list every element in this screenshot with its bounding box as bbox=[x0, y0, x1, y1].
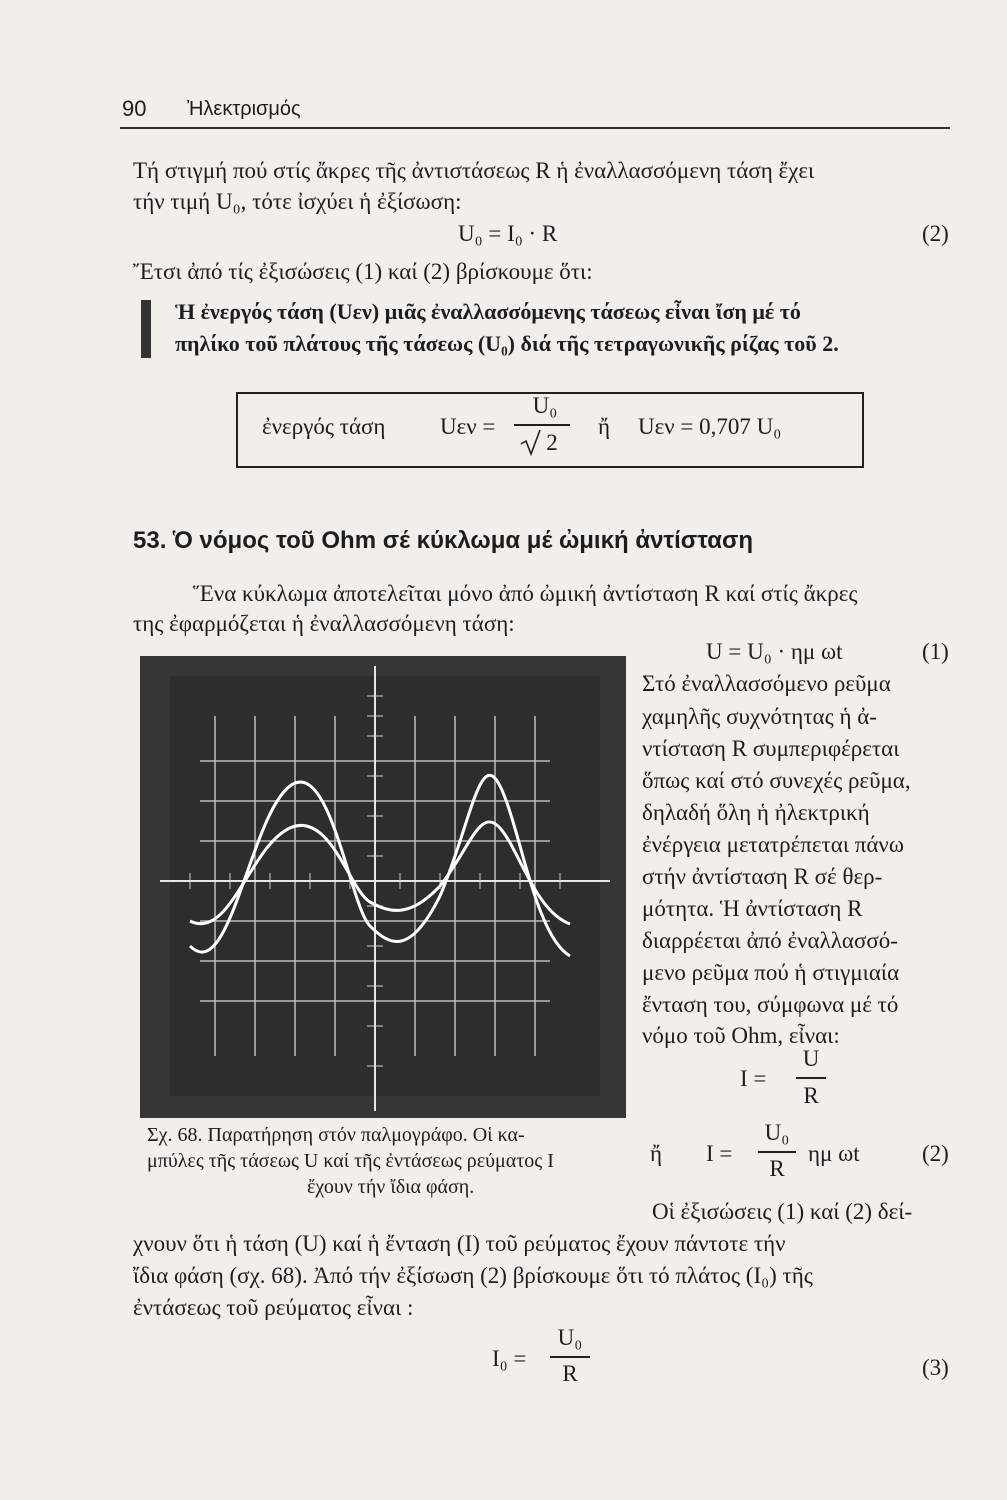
para3-line2: χνουν ὅτι ἡ τάση (U) καί ἡ ἔνταση (I) τοῦ ρεύματος ἔχουν πάντοτε τήν bbox=[133, 1231, 786, 1256]
formula-numerator: U₀ bbox=[532, 393, 558, 418]
figure-caption-line1: Σχ. 68. Παρατήρηση στόν παλμογράφο. Οἱ κα- bbox=[147, 1124, 525, 1146]
oscilloscope-screen bbox=[140, 656, 626, 1118]
para1-line2: τήν τιμή U₀, τότε ἰσχύει ἡ ἐξίσωση: bbox=[133, 189, 462, 214]
ohm-denominator: R bbox=[803, 1083, 819, 1108]
figure-caption-line3: ἔχουν τήν ἴδια φάση. bbox=[307, 1176, 475, 1198]
running-title: Ἠλεκτρισμός bbox=[187, 98, 301, 120]
ohm-or: ἤ bbox=[650, 1141, 663, 1166]
section-heading: 53. Ὁ νόμος τοῦ Ohm σέ κύκλωμα μέ ὠμική ἀντίσταση bbox=[133, 527, 754, 554]
ohm-numerator: U bbox=[802, 1046, 820, 1071]
final-eq-number: (3) bbox=[922, 1355, 949, 1380]
sqrt-icon bbox=[520, 428, 542, 456]
para2-equation-number: (1) bbox=[922, 639, 949, 664]
formula-fraction-line bbox=[514, 424, 570, 426]
para3-line1: Οἱ ἐξισώσεις (1) καί (2) δεί- bbox=[652, 1199, 913, 1224]
formula-label: ἐνεργός τάση bbox=[262, 414, 386, 439]
side-line-10: μενο ρεῦμα πού ἡ στιγμιαία bbox=[642, 960, 900, 985]
highlight-line1: Ἡ ἐνεργός τάση (Uεν) μιᾶς ἐναλλασσόμενης τάσεως εἶναι ἴση μέ τό bbox=[175, 299, 801, 324]
ohm-denominator2: R bbox=[769, 1156, 785, 1181]
side-line-5: δηλαδή ὅλη ἡ ἠλεκτρική bbox=[642, 800, 870, 825]
para3-line4: ἐντάσεως τοῦ ρεύματος εἶναι : bbox=[133, 1295, 414, 1320]
side-line-11: ἔνταση του, σύμφωνα μέ τό bbox=[642, 992, 899, 1017]
para3-line3: ἴδια φάση (σχ. 68). Ἀπό τήν ἐξίσωση (2) βρίσκουμε ὅτι τό πλάτος (I₀) τῆς bbox=[133, 1263, 813, 1288]
para1-line3: Ἔτσι ἀπό τίς ἐξισώσεις (1) καί (2) βρίσκουμε ὅτι: bbox=[133, 259, 593, 284]
ohm-equation-number2: (2) bbox=[922, 1141, 949, 1166]
oscilloscope-photo bbox=[140, 656, 626, 1118]
final-eq-denominator: R bbox=[562, 1361, 578, 1386]
ohm-fraction-line2 bbox=[758, 1151, 796, 1153]
ohm-fraction-line bbox=[796, 1077, 826, 1079]
header-rule bbox=[120, 127, 950, 129]
highlight-bar bbox=[141, 300, 151, 358]
final-eq-numerator: U₀ bbox=[557, 1325, 583, 1350]
side-line-12: νόμο τοῦ Ohm, εἶναι: bbox=[642, 1023, 840, 1048]
para2-equation: U = U₀ · ημ ωt bbox=[706, 639, 843, 664]
para1-equation: U₀ = I₀ · R bbox=[458, 221, 558, 246]
formula-lhs: Uεν = bbox=[440, 414, 496, 439]
ohm-numerator2: U₀ bbox=[764, 1120, 790, 1145]
side-line-8: μότητα. Ἡ ἀντίσταση R bbox=[642, 896, 863, 921]
side-line-7: στήν ἀντίσταση R σέ θερ- bbox=[642, 864, 883, 889]
side-line-6: ἐνέργεια μετατρέπεται πάνω bbox=[642, 832, 904, 857]
para1-line1: Τή στιγμή πού στίς ἄκρες τῆς ἀντιστάσεως R ἡ ἐναλλασσόμενη τάση ἔχει bbox=[133, 158, 815, 183]
side-line-1: Στό ἐναλλασσόμενο ρεῦμα bbox=[642, 671, 891, 696]
formula-alt: Uεν = 0,707 U₀ bbox=[638, 414, 782, 439]
page-number: 90 bbox=[122, 96, 147, 121]
para2-line1: Ἕνα κύκλωμα ἀποτελεῖται μόνο ἀπό ὠμική ἀντίσταση R καί στίς ἄκρες bbox=[193, 581, 858, 606]
para1-equation-number: (2) bbox=[922, 221, 949, 246]
para2-line2: της ἐφαρμόζεται ἡ ἐναλλασσόμενη τάση: bbox=[133, 611, 515, 636]
side-line-2: χαμηλῆς συχνότητας ἡ ἀ- bbox=[642, 704, 877, 729]
final-eq-lhs: I₀ = bbox=[492, 1346, 527, 1371]
formula-denominator: 2 bbox=[546, 430, 558, 455]
formula-or: ἤ bbox=[598, 414, 611, 439]
ohm-lhs2: I = bbox=[706, 1141, 733, 1166]
ohm-tail2: ημ ωt bbox=[808, 1141, 860, 1166]
highlight-line2: πηλίκο τοῦ πλάτους τῆς τάσεως (U₀) διά τῆς τετραγωνικῆς ρίζας τοῦ 2. bbox=[175, 331, 839, 356]
side-line-9: διαρρέεται ἀπό ἐναλλασσό- bbox=[642, 928, 898, 953]
side-line-4: ὅπως καί στό συνεχές ρεῦμα, bbox=[642, 768, 911, 793]
ohm-lhs: I = bbox=[740, 1066, 767, 1091]
final-eq-fraction-line bbox=[550, 1356, 590, 1358]
figure-caption-line2: μπύλες τῆς τάσεως U καί τῆς ἐντάσεως ρεύματος I bbox=[147, 1150, 554, 1172]
side-line-3: ντίσταση R συμπεριφέρεται bbox=[642, 736, 900, 761]
